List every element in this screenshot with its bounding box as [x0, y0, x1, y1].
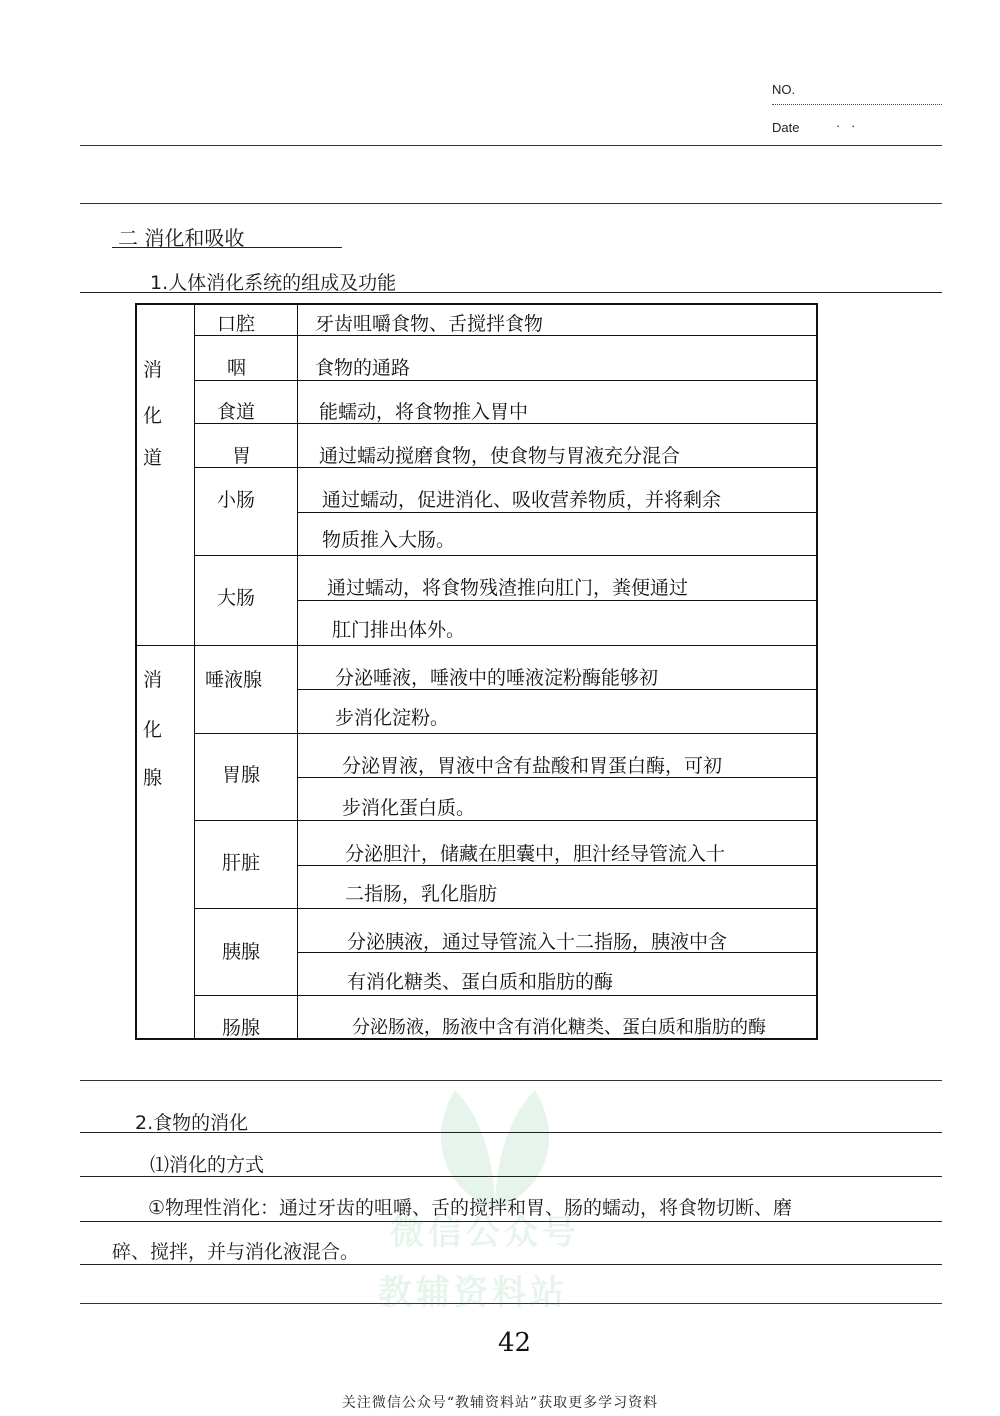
table-row-divider — [194, 820, 818, 821]
function-cell: 分泌肠液，肠液中含有消化糖类、蛋白质和脂肪的酶 — [352, 1017, 766, 1038]
table-row-divider — [194, 380, 818, 381]
subsection-1-underline — [80, 292, 942, 293]
page-number: 42 — [498, 1328, 532, 1358]
table-row-divider — [194, 995, 818, 996]
date-dots: · · — [836, 118, 856, 133]
item-1-underline — [80, 1176, 942, 1177]
table-col-divider — [194, 305, 195, 1038]
item-1a-underline-1 — [80, 1221, 942, 1222]
function-cell: 有消化糖类、蛋白质和脂肪的酶 — [347, 971, 614, 993]
date-label: Date — [772, 120, 800, 135]
table-row-divider — [194, 555, 818, 556]
item-1a-underline-2 — [80, 1264, 942, 1265]
table-line-guide — [297, 600, 818, 601]
subsection-2-title: 2.食物的消化 — [135, 1112, 249, 1134]
organ-cell: 食道 — [217, 401, 256, 423]
organ-cell: 胃 — [232, 445, 252, 467]
function-cell: 通过蠕动，促进消化、吸收营养物质，并将剩余 — [322, 489, 722, 511]
function-cell: 步消化淀粉。 — [335, 707, 450, 729]
footer-note: 关注微信公众号“教辅资料站”获取更多学习资料 — [341, 1395, 659, 1411]
group-label-digestive-gland: 化 — [143, 719, 163, 741]
no-label: NO. — [772, 82, 796, 97]
table-line-guide — [297, 512, 818, 513]
group-label-digestive-tract: 道 — [143, 447, 163, 469]
subsection-2-underline — [80, 1132, 942, 1133]
function-cell: 分泌唾液，唾液中的唾液淀粉酶能够初 — [335, 667, 659, 689]
function-cell: 牙齿咀嚼食物、舌搅拌食物 — [315, 313, 544, 335]
table-row-divider — [194, 733, 818, 734]
function-cell: 二指肠，乳化脂肪 — [345, 883, 498, 905]
watermark-text-line2: 教辅资料站 — [378, 1273, 568, 1313]
section-title-underline — [112, 247, 342, 248]
group-label-digestive-gland: 腺 — [143, 767, 163, 789]
organ-cell: 胰腺 — [222, 941, 261, 963]
table-row-divider — [137, 645, 818, 646]
item-1a-line-1: ①物理性消化：通过牙齿的咀嚼、舌的搅拌和胃、肠的蠕动，将食物切断、磨 — [148, 1197, 793, 1219]
function-cell: 通过蠕动搅磨食物，使食物与胃液充分混合 — [319, 445, 681, 467]
ruled-line — [80, 145, 942, 146]
organ-cell: 咽 — [227, 357, 247, 379]
group-label-digestive-tract: 消 — [143, 359, 163, 381]
organ-cell: 大肠 — [217, 587, 256, 609]
item-1-heading: ⑴消化的方式 — [150, 1154, 265, 1176]
function-cell: 分泌胃液，胃液中含有盐酸和胃蛋白酶，可初 — [342, 755, 723, 777]
function-cell: 通过蠕动，将食物残渣推向肛门，粪便通过 — [327, 577, 689, 599]
organ-cell: 小肠 — [217, 489, 256, 511]
function-cell: 能蠕动，将食物推入胃中 — [319, 401, 529, 423]
item-1a-line-2: 碎、搅拌，并与消化液混合。 — [112, 1241, 360, 1263]
no-dotted-line — [772, 104, 942, 105]
section-title: 二 消化和吸收 — [118, 226, 245, 250]
organ-cell: 肝脏 — [222, 852, 261, 874]
subsection-1-title: 1.人体消化系统的组成及功能 — [150, 272, 397, 294]
function-cell: 食物的通路 — [315, 357, 411, 379]
function-cell: 分泌胆汁，储藏在胆囊中，胆汁经导管流入十 — [345, 843, 726, 865]
organ-cell: 口腔 — [217, 313, 256, 335]
function-cell: 物质推入大肠。 — [322, 529, 456, 551]
table-col-divider — [297, 305, 298, 1038]
table-row-divider — [194, 908, 818, 909]
function-cell: 分泌胰液，通过导管流入十二指肠，胰液中含 — [347, 931, 728, 953]
digestive-system-table — [135, 303, 818, 1040]
organ-cell: 肠腺 — [222, 1017, 261, 1039]
watermark-text-line1: 微信公众号 — [390, 1213, 580, 1253]
group-label-digestive-gland: 消 — [143, 669, 163, 691]
organ-cell: 胃腺 — [222, 764, 261, 786]
function-cell: 步消化蛋白质。 — [342, 797, 476, 819]
ruled-line — [80, 203, 942, 204]
organ-cell: 唾液腺 — [205, 669, 263, 691]
group-label-digestive-tract: 化 — [143, 405, 163, 427]
function-cell: 肛门排出体外。 — [332, 619, 466, 641]
